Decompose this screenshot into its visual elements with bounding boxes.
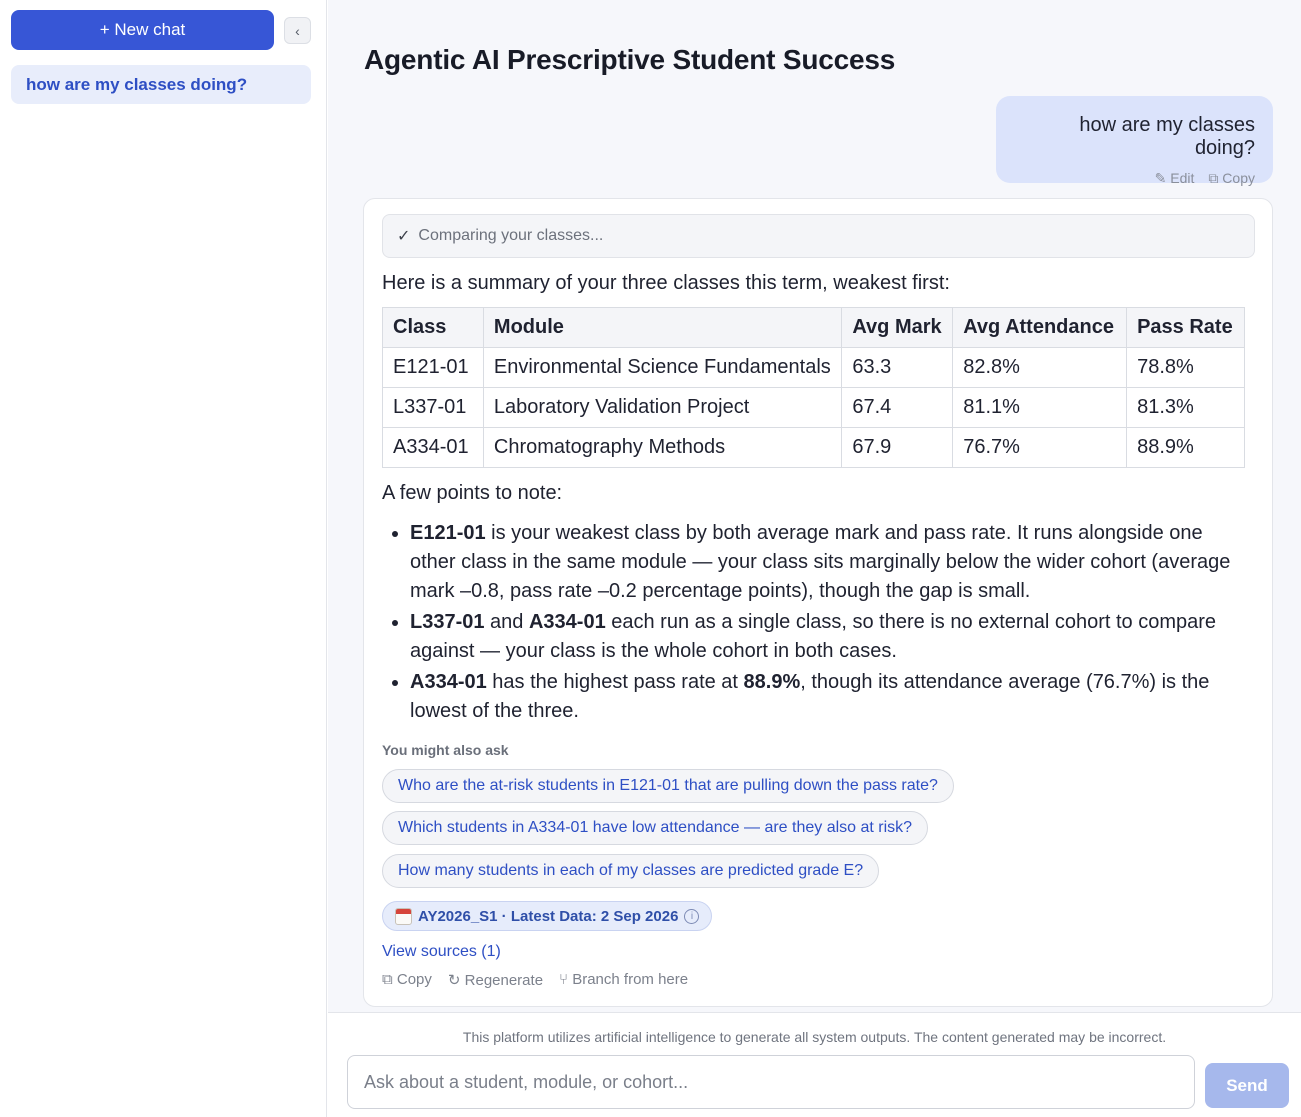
chevron-left-icon: ‹ [295,22,300,39]
class-summary-table [382,307,1245,468]
table-cell: Chromatography Methods [483,428,841,468]
edit-message-button[interactable]: ✎ Edit [1154,170,1195,186]
chat-history-label: how are my classes doing? [26,74,248,94]
copy-answer-button[interactable]: ⧉ Copy [382,971,432,988]
table-cell: Laboratory Validation Project [483,388,841,428]
data-freshness-text: AY2026_S1 · Latest Data: 2 Sep 2026 [418,907,679,925]
table-cell: 78.8% [1127,348,1245,388]
list-item [410,668,1250,726]
send-button[interactable]: Send [1205,1063,1289,1108]
regenerate-button[interactable]: ↻ Regenerate [447,972,544,989]
answer-actions [382,971,688,989]
table-cell: 81.3% [1127,388,1245,428]
table-header-cell: Avg Attendance [953,308,1127,348]
note-text: each run as a single class, so there is no external cohort to compare against — your class is the whole cohort in both cases. [410,611,1217,662]
table-cell: E121-01 [383,348,484,388]
note-text: and [484,611,529,633]
table-row [383,428,1245,468]
table-cell: Environmental Science Fundamentals [483,348,841,388]
table-cell: 67.9 [842,428,953,468]
ai-disclaimer: This platform utilizes artificial intelligence to generate all system outputs. The content generated may be incorrect. [462,1029,1167,1045]
notes-heading: A few points to note: [382,482,563,504]
view-sources-link[interactable]: View sources (1) [382,943,501,960]
new-chat-button[interactable]: + New chat [11,10,274,50]
table-row [383,348,1245,388]
table-header-cell: Avg Mark [842,308,953,348]
class-code: A334-01 [528,611,606,633]
table-cell: 63.3 [842,348,953,388]
table-cell: A334-01 [383,428,484,468]
sidebar-chat-history-item[interactable] [11,65,311,104]
user-message-bubble [996,96,1273,186]
suggestion-chip[interactable]: How many students in each of my classes are predicted grade E? [382,854,879,888]
class-code: L337-01 [410,611,485,633]
copy-message-button[interactable]: ⧉ Copy [1208,170,1255,186]
suggestion-chip[interactable]: Who are the at-risk students in E121-01 that are pulling down the pass rate? [382,769,954,803]
table-cell: L337-01 [383,388,484,428]
info-icon[interactable]: i [684,909,699,924]
user-message-actions [1014,170,1255,187]
branch-from-here-button[interactable]: ⑂ Branch from here [559,971,689,988]
table-row [383,388,1245,428]
chat-main [328,0,1301,1117]
table-cell: 88.9% [1127,428,1245,468]
suggestion-chip[interactable]: Which students in A334-01 have low attendance — are they also at risk? [382,811,928,845]
user-message-text: how are my classes doing? [1079,114,1255,159]
pass-rate-highlight: 88.9% [743,671,801,693]
calendar-icon [395,908,412,925]
answer-intro: Here is a summary of your three classes this term, weakest first: [382,272,950,294]
table-cell: 81.1% [953,388,1127,428]
table-cell: 82.8% [953,348,1127,388]
data-freshness-badge [382,901,712,931]
also-ask-label: You might also ask [382,742,509,758]
note-text: has the highest pass rate at [486,671,744,693]
tool-status-box[interactable] [382,214,1255,258]
notes-list [410,519,1250,728]
check-icon: ✓ [397,228,411,245]
page-title: Agentic AI Prescriptive Student Success [364,44,896,75]
class-code: A334-01 [410,671,487,693]
chat-input[interactable] [347,1055,1195,1109]
note-text: is your weakest class by both average mark and pass rate. It runs alongside one other class in the same module — your class sits marginally below the wider cohort (average mark –0.8, pass rate –0.2 percentage points), though the gap is small. [410,522,1231,602]
collapse-sidebar-button[interactable] [284,17,311,44]
class-code: E121-01 [410,522,486,544]
table-header-cell: Module [483,308,841,348]
table-cell: 76.7% [953,428,1127,468]
assistant-answer-card [363,198,1273,1007]
table-header-row [383,308,1245,348]
tool-status-text: Comparing your classes... [418,227,604,244]
table-cell: 67.4 [842,388,953,428]
note-text: , though its attendance average (76.7%) is the lowest of the three. [410,671,1210,722]
sidebar [0,0,327,1117]
table-header-cell: Class [383,308,484,348]
list-item [410,519,1250,606]
list-item [410,608,1250,666]
table-header-cell: Pass Rate [1127,308,1245,348]
chat-composer [328,1012,1301,1117]
